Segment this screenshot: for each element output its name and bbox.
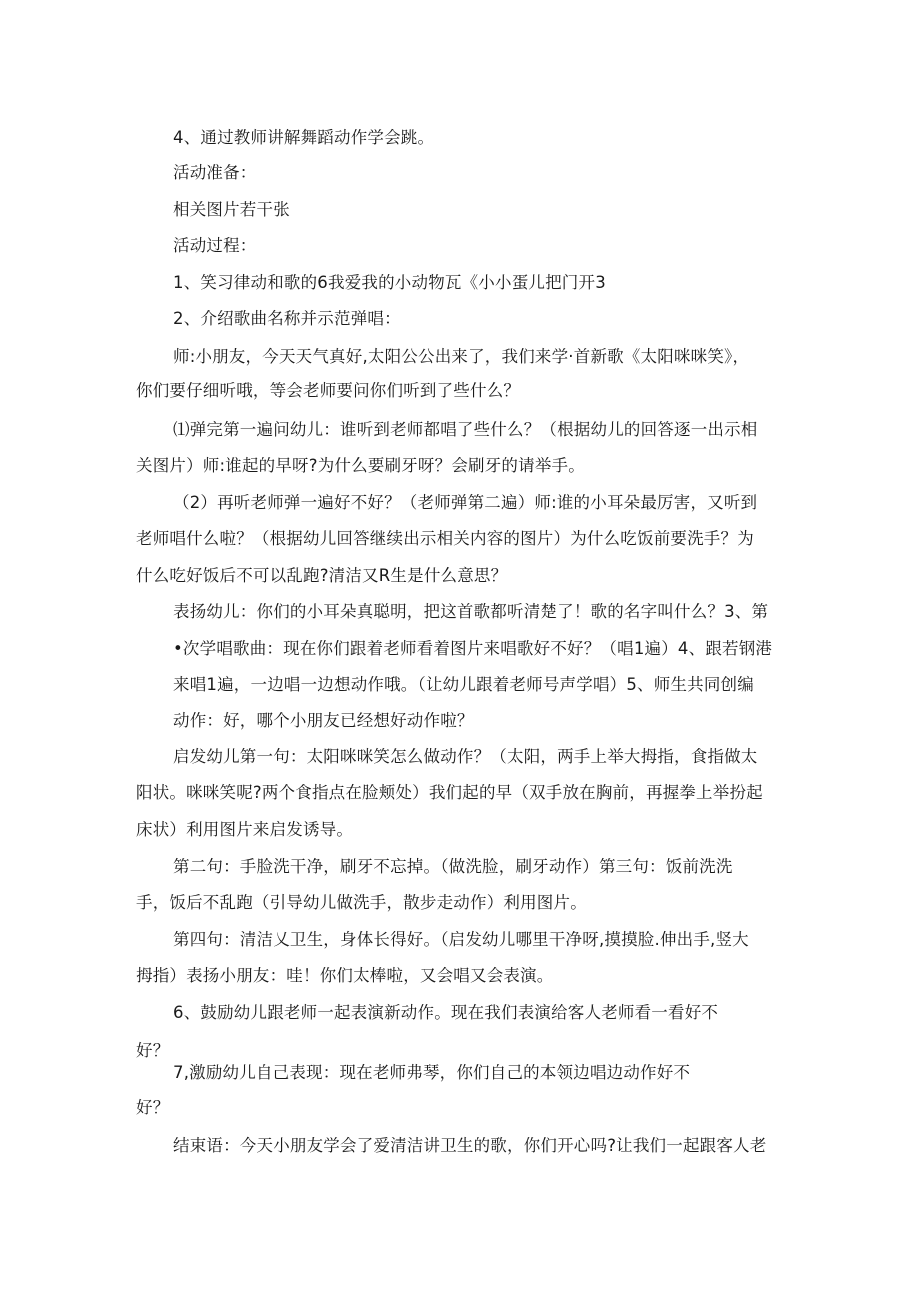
text-line: 启发幼儿第一句：太阳咪咪笑怎么做动作？（太阳，两手上举大拇指，食指做太 xyxy=(173,747,758,766)
text-line: 第四句：清洁乂卫生，身体长得好。（启发幼儿哪里干净呀,摸摸脸.伸出手,竖大 xyxy=(173,930,749,949)
text-line: 活动过程： xyxy=(173,236,257,255)
text-line: •次学唱歌曲：现在你们跟着老师看着图片来唱歌好不好？（唱1遍）4、跟若钢港 xyxy=(173,639,773,658)
text-line: 1、笑习律动和歌的6我爱我的小动物瓦《小小蛋儿把门开3 xyxy=(173,273,606,292)
text-line: 结束语：今天小朋友学会了爱清洁讲卫生的歌，你们开心吗?让我们一起跟客人老 xyxy=(173,1136,767,1155)
text-line: 好？ xyxy=(136,1098,170,1117)
text-line: ⑴弹完第一遍问幼儿：谁听到老师都唱了些什么？（根据幼儿的回答逐一出示相 xyxy=(173,420,758,439)
text-line: 关图片）师:谁起的早呀?为什么要刷牙呀？会刷牙的请举手。 xyxy=(136,456,585,475)
text-line: 2、介绍歌曲名称并示范弹唱： xyxy=(173,309,401,328)
text-line: 7,激励幼儿自己表现：现在老师弗琴，你们自己的本领边唱边动作好不 xyxy=(173,1063,691,1082)
text-line: 来唱1遍，一边唱一边想动作哦。（让幼儿跟着老师号声学唱）5、师生共同创编 xyxy=(173,675,754,694)
text-line: 活动准备： xyxy=(173,163,257,182)
text-line: 拇指）表扬小朋友：哇！你们太棒啦，又会唱又会表演。 xyxy=(136,966,554,985)
text-line: 相关图片若干张 xyxy=(173,200,290,219)
text-line: 动作：好，哪个小朋友已经想好动作啦？ xyxy=(173,711,474,730)
text-line: 表扬幼儿：你们的小耳朵真聪明，把这首歌都听清楚了！歌的名字叫什么？3、第 xyxy=(173,602,769,621)
text-line: 师:小朋友，今天天气真好,太阳公公出来了，我们来学·首新歌《太阳咪咪笑》， xyxy=(173,347,750,366)
text-line: （2）再听老师弹一遍好不好？（老师弹第二遍）师:谁的小耳朵最厉害，又听到 xyxy=(173,493,758,512)
text-line: 好？ xyxy=(136,1041,170,1060)
text-line: 床状）利用图片来启发诱导。 xyxy=(136,820,354,839)
text-line: 手，饭后不乱跑（引导幼儿做洗手，散步走动作）利用图片。 xyxy=(136,893,587,912)
text-line: 6、鼓励幼儿跟老师一起表演新动作。现在我们表演给客人老师看一看好不 xyxy=(173,1003,719,1022)
text-line: 第二句：手脸洗干净，刷牙不忘掉。（做洗脸，刷牙动作）第三句：饭前洗洗 xyxy=(173,857,733,876)
text-line: 你们要仔细听哦，等会老师要问你们听到了些什么？ xyxy=(136,381,521,400)
text-line: 阳状。咪咪笑呢?两个食指点在脸颊处）我们起的早（双手放在胸前，再握拳上举扮起 xyxy=(136,783,763,802)
text-line: 什么吃好饭后不可以乱跑?清洁又R生是什么意思？ xyxy=(136,566,508,585)
text-line: 老师唱什么啦？（根据幼儿回答继续出示相关内容的图片）为什么吃饭前要洗手？为 xyxy=(136,529,754,548)
text-line: 4、通过教师讲解舞蹈动作学会跳。 xyxy=(173,128,435,147)
